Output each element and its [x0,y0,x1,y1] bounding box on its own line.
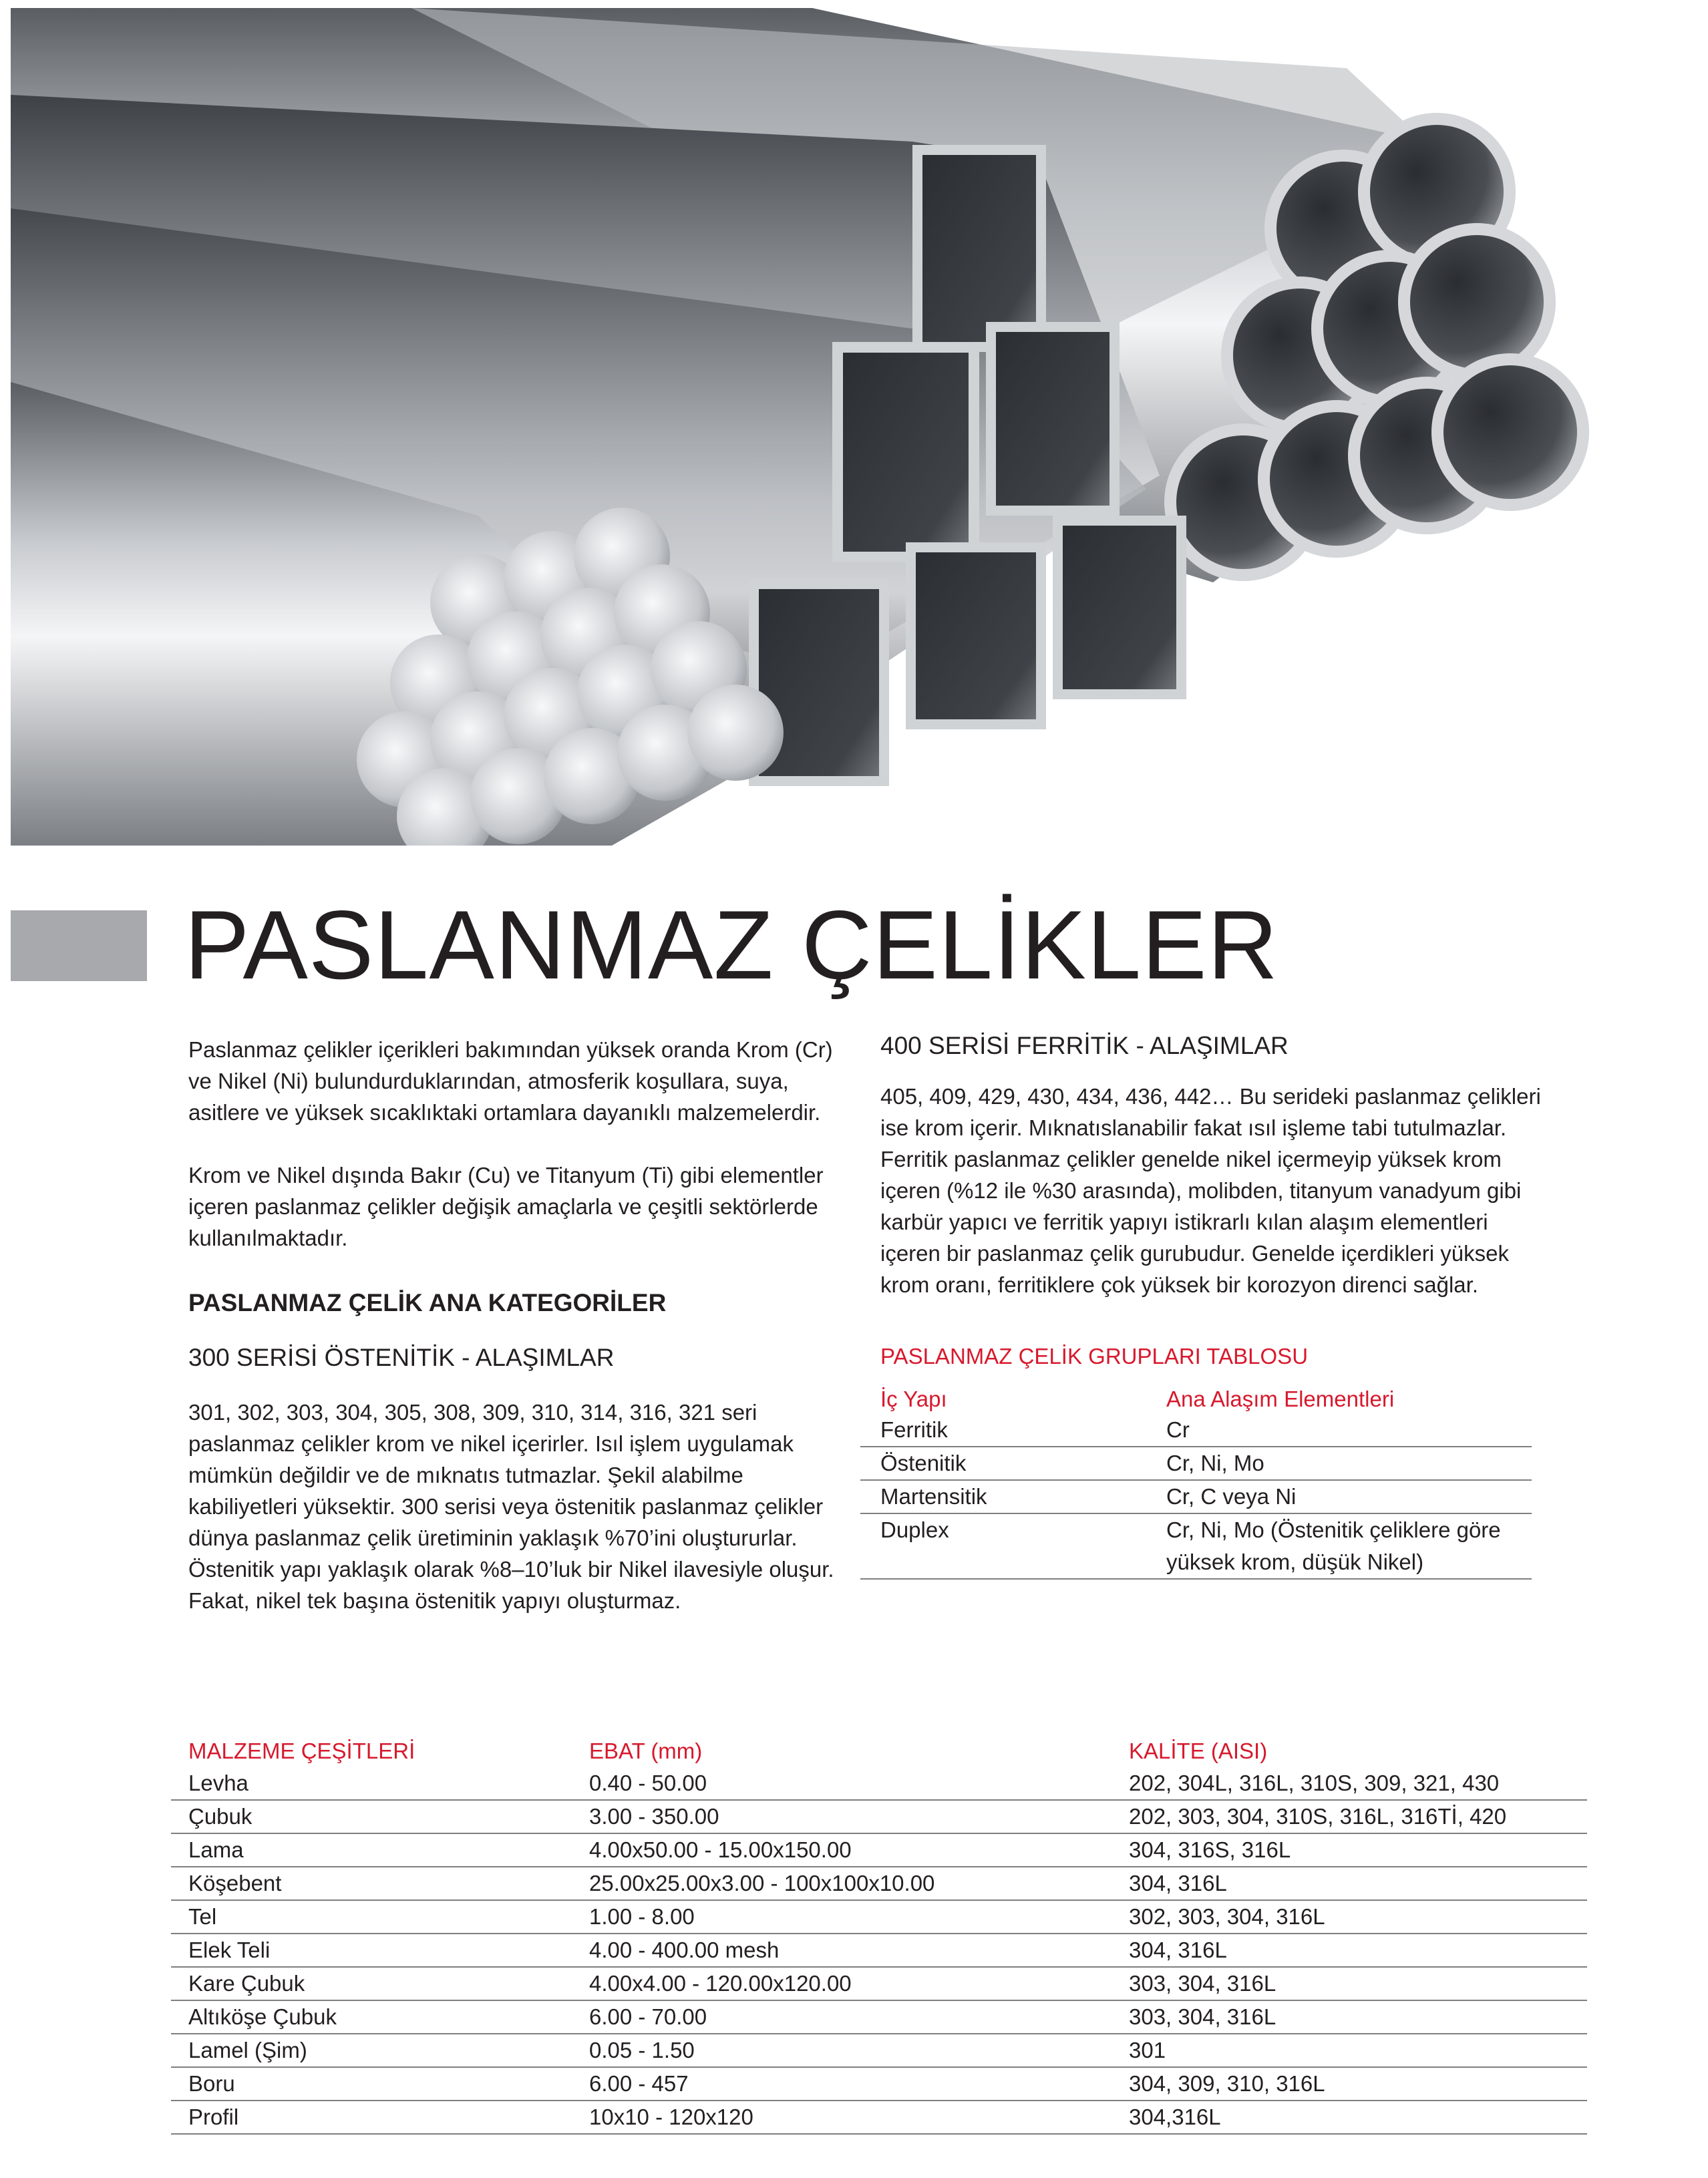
table-cell: Cr, Ni, Mo [1166,1451,1264,1475]
intro-paragraph-1: Paslanmaz çelikler içerikleri bakımından yüksek oranda Krom (Cr) ve Nikel (Ni) bulundurduklarından, atmosferik koşullara, suya, asitlere ve yüksek sıcaklıktaki ortamlara dayanıklı malzemelerdir. [188,1037,833,1125]
table-cell: 304, 309, 310, 316L [1129,2071,1325,2096]
table-row [171,2101,1587,2135]
table-cell: Elek Teli [188,1938,271,1962]
materials-table-header [171,1735,1587,1767]
table-row [171,1767,1587,1801]
table-cell: 4.00x50.00 - 15.00x150.00 [589,1837,852,1862]
table-cell: 10x10 - 120x120 [589,2105,753,2129]
table-row [171,1934,1587,1968]
groups-header-structure: İç Yapı [880,1387,947,1411]
table-cell: 304, 316L [1129,1938,1227,1962]
table-cell: 6.00 - 457 [589,2071,689,2096]
groups-table-header [880,1385,1548,1414]
table-cell: Duplex [880,1517,949,1542]
table-cell: Çubuk [188,1804,252,1829]
series400-heading: 400 SERİSİ FERRİTİK - ALAŞIMLAR [880,1032,1289,1059]
table-cell: Martensitik [880,1484,987,1509]
series300-text: 301, 302, 303, 304, 305, 308, 309, 310, 314, 316, 321 seri paslanmaz çelikler krom ve nikel içerirler. Isıl işlem uygulamak mümkün değildir ve de mıknatıs tutmazlar. Şekil alabilme kabiliyetleri yüksektir. 300 serisi veya östenitik paslanmaz çelikler dünya paslanmaz çelik üretiminin yaklaşık %70’ini oluştururlar. Östenitik yapı yaklaşık olarak %8–10’luk bir Nikel ilavesiyle oluşur. Fakat, nikel tek başına östenitik yapıyı oluşturmaz. [188,1400,834,1613]
table-row [860,1514,1532,1580]
left-column [188,1034,856,1616]
table-cell: 304, 316L [1129,1871,1227,1895]
table-row [171,2001,1587,2034]
table-cell: Ferritik [880,1417,948,1442]
table-row [860,1481,1532,1514]
table-cell: 202, 304L, 316L, 310S, 309, 321, 430 [1129,1771,1500,1795]
series300-heading: 300 SERİSİ ÖSTENİTİK - ALAŞIMLAR [188,1344,615,1371]
table-cell: 6.00 - 70.00 [589,2004,707,2029]
intro-paragraph-2: Krom ve Nikel dışında Bakır (Cu) ve Titanyum (Ti) gibi elementler içeren paslanmaz çelikler değişik amaçlarla ve çeşitli sektörlerde kullanılmaktadır. [188,1163,824,1250]
table-cell: 4.00 - 400.00 mesh [589,1938,780,1962]
groups-header-elements: Ana Alaşım Elementleri [1166,1387,1395,1411]
table-cell: Altıköşe Çubuk [188,2004,337,2029]
categories-heading: PASLANMAZ ÇELİK ANA KATEGORİLER [188,1289,667,1316]
table-row [860,1447,1532,1481]
right-column [880,1034,1548,1580]
series400-text: 405, 409, 429, 430, 434, 436, 442… Bu serideki paslanmaz çelikleri ise krom içerir. Mıknatıslanabilir fakat ısıl işleme tabi tutulmazlar. Ferritik paslanmaz çelikler genelde nikel içermeyip yüksek krom içeren (%12 ile %30 arasında), molibden, titanyum vanadyum gibi karbür yapıcı ve ferritik yapıyı istikrarlı kılan alaşım elementleri içeren bir paslanmaz çelik gurubudur. Genelde içerdikleri yüksek krom oranı, ferritiklere çok yüksek bir korozyon direnci sağlar. [880,1084,1541,1297]
table-cell: Kare Çubuk [188,1971,305,1996]
page-title: PASLANMAZ ÇELİKLER [184,890,1279,999]
table-cell: 1.00 - 8.00 [589,1904,695,1929]
table-cell: Levha [188,1771,248,1795]
groups-table-body [880,1414,1548,1580]
table-cell: 3.00 - 350.00 [589,1804,719,1829]
table-cell: 302, 303, 304, 316L [1129,1904,1325,1929]
table-row [171,1901,1587,1934]
table-cell: 25.00x25.00x3.00 - 100x100x10.00 [589,1871,935,1895]
table-cell: Östenitik [880,1451,967,1475]
table-cell: 4.00x4.00 - 120.00x120.00 [589,1971,852,1996]
table-cell: 0.40 - 50.00 [589,1771,707,1795]
groups-table-title: PASLANMAZ ÇELİK GRUPLARI TABLOSU [880,1344,1309,1369]
table-cell: Cr [1166,1417,1190,1442]
materials-table [171,1735,1587,2135]
table-row [171,1867,1587,1901]
table-cell: Lama [188,1837,244,1862]
table-cell: 304, 316S, 316L [1129,1837,1291,1862]
table-row [171,1834,1587,1867]
title-accent-block [11,910,147,981]
table-cell: Boru [188,2071,235,2096]
table-row [171,1968,1587,2001]
table-row [171,2068,1587,2101]
header-size: EBAT (mm) [589,1739,703,1763]
table-cell: 304,316L [1129,2105,1221,2129]
header-material: MALZEME ÇEŞİTLERİ [188,1739,415,1763]
header-quality: KALİTE (AISI) [1129,1739,1268,1763]
table-cell: 202, 303, 304, 310S, 316L, 316Tİ, 420 [1129,1804,1507,1829]
table-cell: Tel [188,1904,217,1929]
table-cell: Lamel (Şim) [188,2038,307,2062]
table-cell: Cr, Ni, Mo (Östenitik çeliklere göre yüksek krom, düşük Nikel) [1166,1517,1501,1574]
table-cell: Cr, C veya Ni [1166,1484,1297,1509]
hero-steel-products-image [11,8,1707,846]
table-cell: 301 [1129,2038,1166,2062]
table-row [171,1801,1587,1834]
table-row [171,2034,1587,2068]
table-cell: Köşebent [188,1871,282,1895]
table-row [860,1414,1532,1447]
steel-stack-illustration [11,8,1707,846]
table-cell: 303, 304, 316L [1129,1971,1276,1996]
table-cell: Profil [188,2105,239,2129]
table-cell: 0.05 - 1.50 [589,2038,695,2062]
table-cell: 303, 304, 316L [1129,2004,1276,2029]
